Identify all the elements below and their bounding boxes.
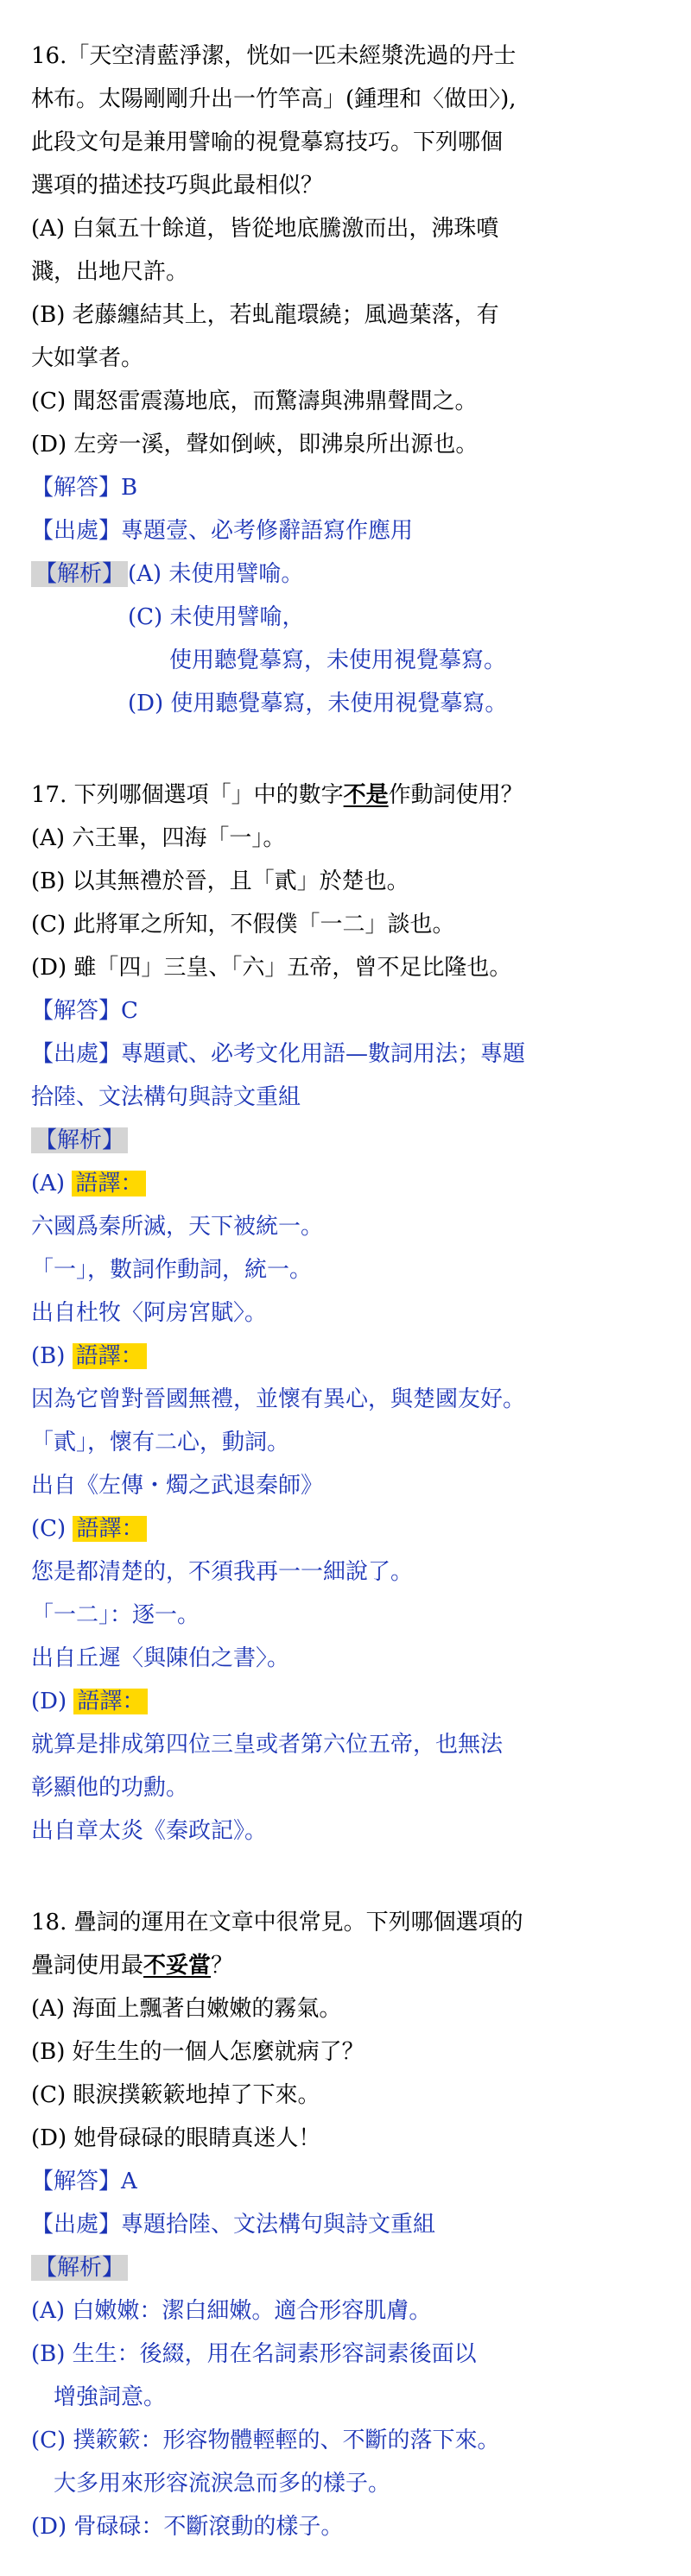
q18-source: 【出處】專題拾陸、文法構句與詩文重組 — [31, 2212, 436, 2238]
q17-analysis-b-line-3: 出自《左傳・燭之武退秦師》 — [31, 1473, 324, 1499]
q18-analysis-b-line-1: (B) 生生：後綴，用在名詞素形容詞素後面以 — [31, 2341, 477, 2367]
q17-analysis-c-heading — [31, 1507, 665, 1550]
q17-analysis-b-line-1: 因為它曾對晉國無禮，並懷有異心，與楚國友好。 — [31, 1386, 526, 1412]
q17-analysis-d-heading — [31, 1680, 665, 1723]
q17-stem-emphasis: 不是 — [343, 782, 389, 808]
q18-option-b: (B) 好生生的一個人怎麼就病了？ — [31, 2039, 365, 2065]
q18-stem-line-1: 18. 疊詞的運用在文章中很常見。下列哪個選項的 — [31, 1910, 523, 1935]
q16-stem-line-4: 選項的描述技巧與此最相似？ — [31, 173, 324, 199]
q17-stem-pre: 17. 下列哪個選項「」中的數字 — [31, 782, 344, 808]
question-17 — [31, 773, 665, 1853]
q18-analysis-a: (A) 白嫩嫩：潔白細嫩。適合形容肌膚。 — [31, 2298, 432, 2324]
question-18 — [31, 1901, 665, 2548]
question-16 — [31, 35, 665, 725]
q18-stem-post: ？ — [211, 1953, 234, 1979]
q17-analysis-d-line-1: 就算是排成第四位三皇或者第六位五帝，也無法 — [31, 1732, 504, 1758]
q16-analysis-c-line-2: 使用聽覺摹寫，未使用視覺摹寫。 — [169, 647, 507, 673]
q17-stem — [31, 773, 665, 817]
q17-analysis-d-line-3: 出自章太炎《秦政記》。 — [31, 1818, 268, 1844]
q16-option-b-line-1: (B) 老藤纏結其上，若虬龍環繞；風過葉落，有 — [31, 302, 499, 328]
q16-analysis-a: (A) 未使用譬喻。 — [128, 561, 304, 587]
q17-analysis-heading — [31, 1119, 665, 1162]
q16-option-a-line-2: 濺，出地尺許。 — [31, 259, 189, 285]
q17-source-line-2: 拾陸、文法構句與詩文重組 — [31, 1084, 301, 1110]
q16-analysis-row-a — [31, 552, 665, 596]
q17-option-d: (D) 雖「四」三皇、「六」五帝，曾不足比隆也。 — [31, 955, 512, 981]
q17-option-c: (C) 此將軍之所知，不假僕「一二」談也。 — [31, 912, 455, 938]
q16-analysis-c-line-1: (C) 未使用譬喻， — [128, 604, 305, 630]
q17-analysis-c-line-2: 「一二」：逐一。 — [31, 1602, 200, 1628]
q16-option-b-line-2: 大如掌者。 — [31, 345, 144, 371]
q16-answer: 【解答】B — [31, 475, 138, 501]
q17-analysis-tag: 【解析】 — [31, 1127, 128, 1153]
q18-option-a: (A) 海面上飄著白嫩嫩的霧氣。 — [31, 1996, 342, 2022]
q18-answer: 【解答】A — [31, 2169, 137, 2194]
q17-source-line-1: 【出處】專題貳、必考文化用語—數詞用法；專題 — [31, 1041, 526, 1067]
q16-option-a-line-1: (A) 白氣五十餘道，皆從地底騰激而出，沸珠噴 — [31, 216, 499, 242]
q18-stem-line-2 — [31, 1944, 665, 1987]
q16-source: 【出處】專題壹、必考修辭語寫作應用 — [31, 518, 414, 544]
q17-analysis-a-line-3: 出自杜牧〈阿房宮賦〉。 — [31, 1300, 268, 1326]
q18-analysis-tag: 【解析】 — [31, 2255, 128, 2281]
q17-answer: 【解答】C — [31, 998, 138, 1024]
q16-option-c: (C) 聞怒雷震蕩地底，而驚濤與沸鼎聲間之。 — [31, 388, 478, 414]
q16-analysis-tag: 【解析】 — [31, 561, 128, 587]
q16-stem-line-1: 16.「天空清藍淨潔，恍如一匹未經漿洗過的丹士 — [31, 43, 517, 69]
q18-stem-pre: 疊詞使用最 — [31, 1953, 144, 1979]
q18-analysis-d: (D) 骨碌碌：不斷滾動的樣子。 — [31, 2514, 344, 2540]
q18-option-d: (D) 她骨碌碌的眼睛真迷人！ — [31, 2125, 321, 2151]
translation-tag: 語譯： — [73, 1689, 148, 1714]
question-gap — [31, 1853, 665, 1901]
q17-option-a: (A) 六王畢，四海「一」。 — [31, 825, 286, 851]
q17-analysis-c-label: (C) — [31, 1516, 67, 1542]
q16-option-d: (D) 左旁一溪，聲如倒峽，即沸泉所出源也。 — [31, 432, 479, 458]
q18-analysis-b-line-2: 增強詞意。 — [54, 2384, 167, 2410]
q16-stem-line-3: 此段文句是兼用譬喻的視覺摹寫技巧。下列哪個 — [31, 129, 504, 155]
q18-analysis-c-line-2: 大多用來形容流淚急而多的樣子。 — [54, 2471, 391, 2497]
q17-analysis-b-label: (B) — [31, 1343, 66, 1369]
q18-analysis-heading — [31, 2246, 665, 2289]
q18-analysis-c-line-1: (C) 撲簌簌：形容物體輕輕的、不斷的落下來。 — [31, 2428, 500, 2453]
q17-analysis-b-heading — [31, 1335, 665, 1378]
q18-stem-emphasis: 不妥當 — [143, 1953, 212, 1979]
q17-analysis-a-line-1: 六國爲秦所滅，天下被統一。 — [31, 1214, 324, 1240]
q17-option-b: (B) 以其無禮於晉，且「貳」於楚也。 — [31, 868, 409, 894]
q17-analysis-c-line-1: 您是都清楚的，不須我再一一細說了。 — [31, 1559, 414, 1585]
q17-analysis-d-label: (D) — [31, 1689, 67, 1714]
translation-tag: 語譯： — [73, 1343, 147, 1369]
q17-stem-post: 作動詞使用？ — [388, 782, 523, 808]
q16-stem-line-2: 林布。太陽剛剛升出一竹竿高」(鍾理和〈做田〉), — [31, 86, 517, 112]
q17-analysis-a-heading — [31, 1162, 665, 1205]
translation-tag: 語譯： — [72, 1171, 146, 1196]
q17-analysis-a-label: (A) — [31, 1171, 66, 1196]
q17-analysis-d-line-2: 彰顯他的功勳。 — [31, 1775, 189, 1801]
q17-analysis-a-line-2: 「一」，數詞作動詞，統一。 — [31, 1257, 313, 1283]
q17-analysis-b-line-2: 「貳」，懷有二心，動詞。 — [31, 1430, 290, 1455]
q18-option-c: (C) 眼淚撲簌簌地掉了下來。 — [31, 2082, 320, 2108]
q17-analysis-c-line-3: 出自丘遲〈與陳伯之書〉。 — [31, 1645, 290, 1671]
q16-analysis-d: (D) 使用聽覺摹寫，未使用視覺摹寫。 — [128, 691, 508, 717]
question-gap — [31, 725, 665, 773]
translation-tag: 語譯： — [73, 1516, 147, 1542]
